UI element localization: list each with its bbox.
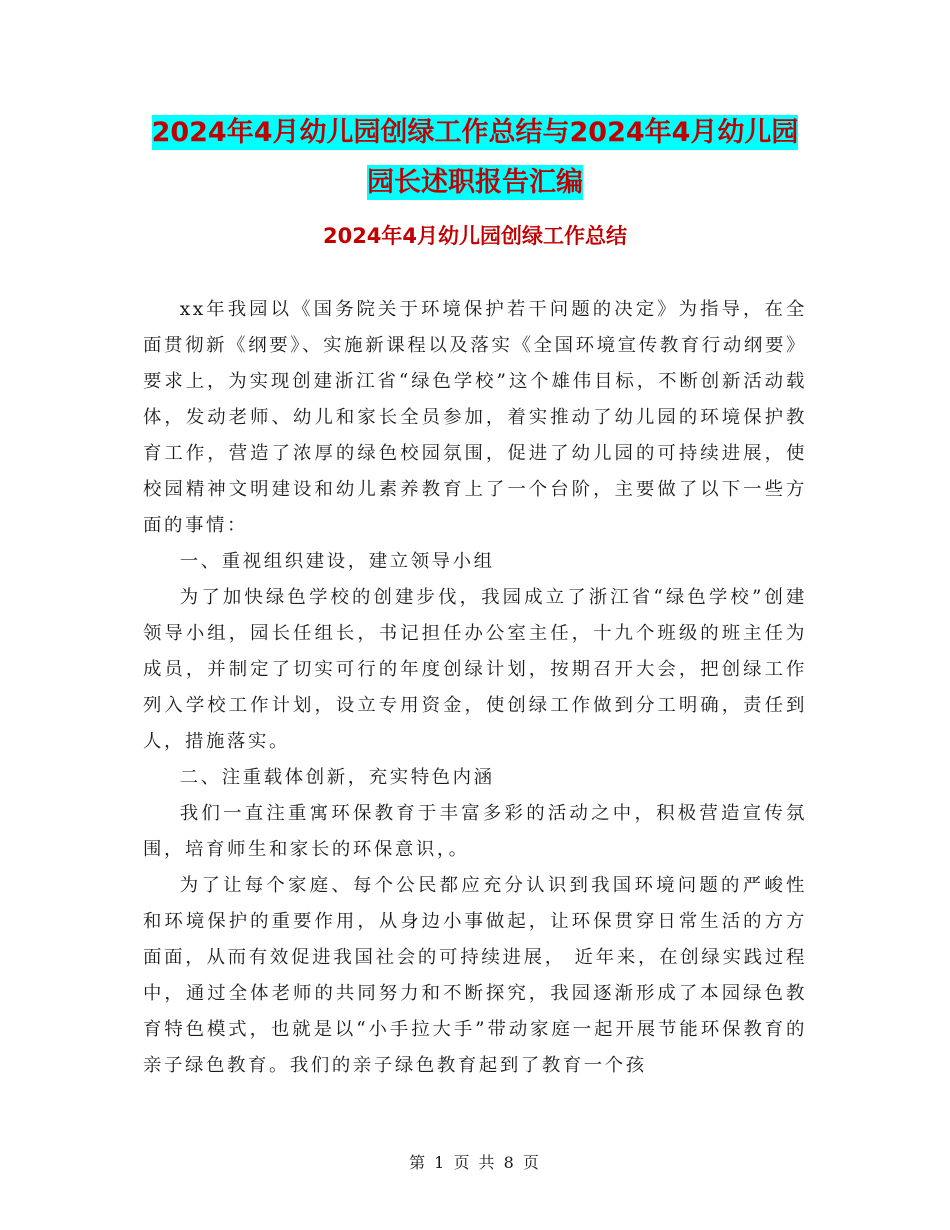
- section-heading: 2024年4月幼儿园创绿工作总结: [322, 224, 628, 248]
- paragraph-2: 为了加快绿色学校的创建步伐，我园成立了浙江省“绿色学校”创建领导小组，园长任组长，书记担任办公室主任，十九个班级的班主任为成员，并制定了切实可行的年度创绿计划，按期召开大会，把创绿工作列入学校工作计划，设立专用资金，使创绿工作做到分工明确，责任到人，措施落实。: [143, 587, 807, 752]
- paragraph-intro: xx年我园以《国务院关于环境保护若干问题的决定》为指导，在全面贯彻新《纲要》、实施新课程以及落实《全国环境宣传教育行动纲要》要求上，为实现创建浙江省“绿色学校”这个雄伟目标，不断创新活动载体，发动老师、幼儿和家长全员参加，着实推动了幼儿园的环境保护教育工作，营造了浓厚的绿色校园氛围，促进了幼儿园的可持续进展，使校园精神文明建设和幼儿素养教育上了一个台阶，主要做了以下一些方面的事情：: [143, 299, 807, 536]
- document-title: [0, 108, 950, 208]
- document-body: [143, 292, 807, 1084]
- title-line-2: [0, 158, 950, 208]
- title-line-1-text: 2024年4月幼儿园创绿工作总结与2024年4月幼儿园: [151, 117, 799, 148]
- subheading-1: 一、重视组织建设，建立领导小组: [179, 551, 495, 572]
- subheading-2: 二、注重载体创新，充实特色内涵: [179, 767, 495, 788]
- paragraph-5: 为了让每个家庭、每个公民都应充分认识到我国环境问题的严峻性和环境保护的重要作用，从身边小事做起，让环保贯穿日常生活的方方面面，从而有效促进我国社会的可持续进展， 近年来，在创绿实践过程中，通过全体老师的共同努力和不断探究，我园逐渐形成了本园绿色教育特色模式，也就是以“小手拉大手”带动家庭一起开展节能环保教育的亲子绿色教育。我们的亲子绿色教育起到了教育一个孩: [143, 875, 807, 1076]
- paragraph-4: 我们一直注重寓环保教育于丰富多彩的活动之中，积极营造宣传氛围，培育师生和家长的环保意识，。: [143, 803, 807, 860]
- page-footer: 第 1 页 共 8 页: [409, 1153, 541, 1172]
- title-line-1: [0, 108, 950, 158]
- title-line-2-text: 园长述职报告汇编: [367, 167, 583, 198]
